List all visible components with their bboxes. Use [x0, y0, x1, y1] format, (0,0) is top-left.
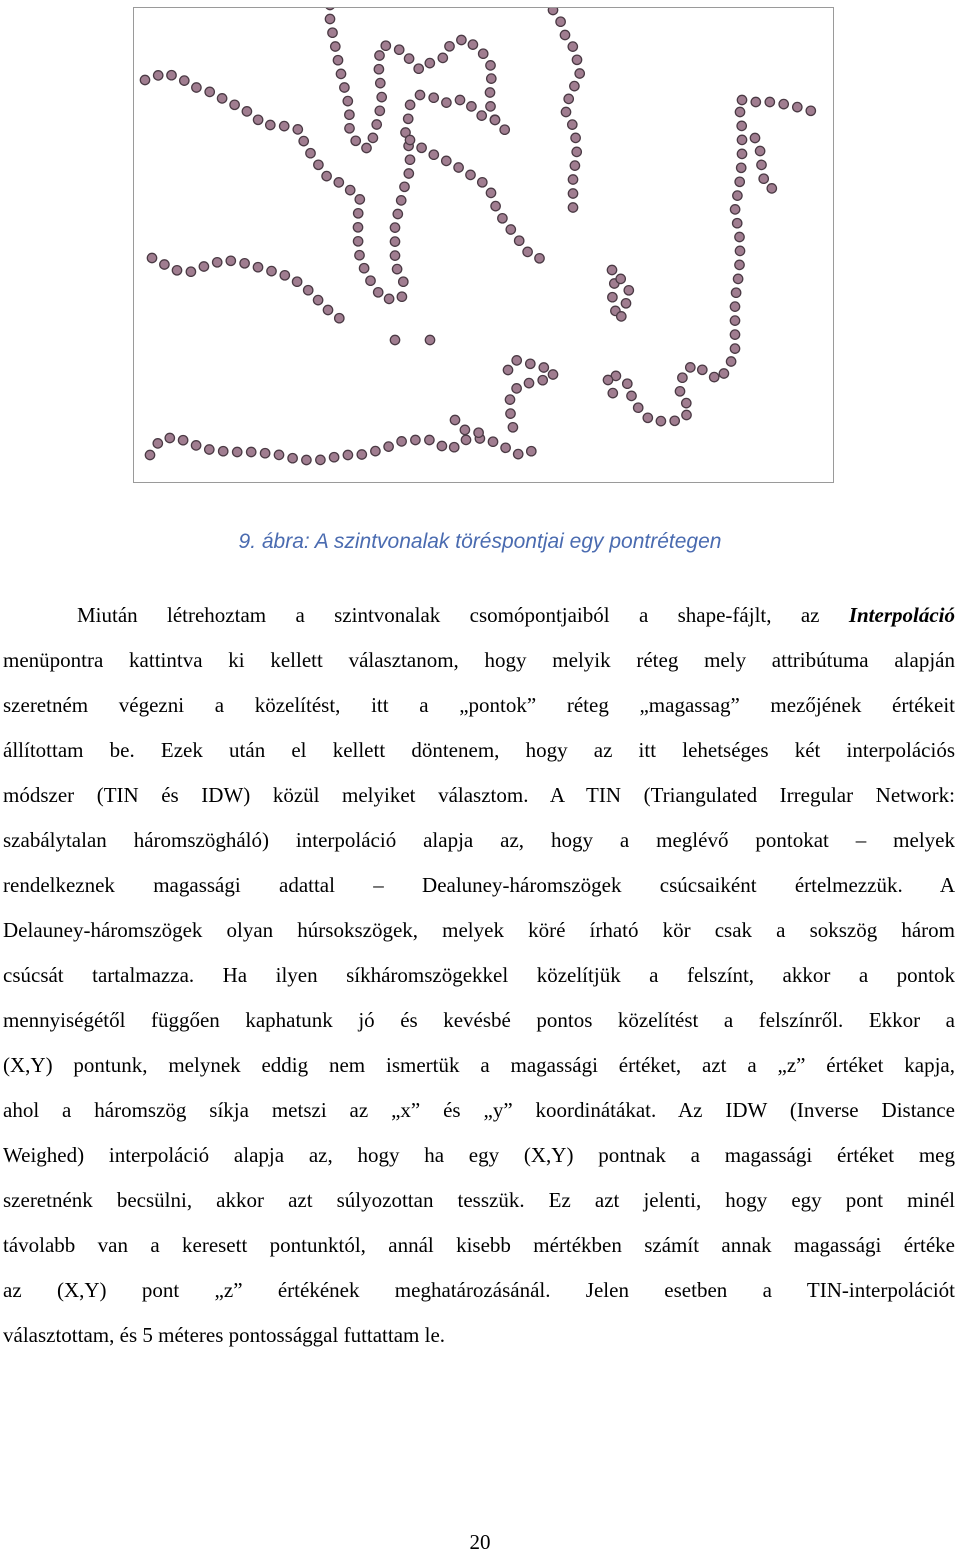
- contour-break-point: [442, 98, 451, 107]
- contour-break-point: [568, 42, 577, 51]
- contour-break-point: [288, 454, 297, 463]
- contour-break-point: [491, 201, 500, 210]
- contour-break-point: [314, 160, 323, 169]
- contour-break-point: [675, 387, 684, 396]
- contour-break-point: [425, 335, 434, 344]
- contour-break-point: [325, 8, 334, 10]
- paragraph-line: menüpontra kattintva ki kellett választanom, hogy melyik réteg mely attribútuma alapján: [3, 648, 955, 672]
- contour-break-point: [329, 453, 338, 462]
- contour-break-point: [479, 49, 488, 58]
- contour-break-point: [759, 174, 768, 183]
- contour-break-point: [508, 423, 517, 432]
- contour-break-point: [397, 292, 406, 301]
- contour-break-point: [515, 236, 524, 245]
- contour-break-point: [167, 71, 176, 80]
- contour-break-point: [570, 161, 579, 170]
- contour-break-point: [450, 443, 459, 452]
- contour-break-point: [750, 133, 759, 142]
- contour-break-point: [500, 125, 509, 134]
- contour-break-point: [397, 437, 406, 446]
- contour-break-point: [205, 445, 214, 454]
- contour-break-point: [393, 209, 402, 218]
- contour-break-point: [608, 293, 617, 302]
- contour-break-point: [526, 359, 535, 368]
- contour-break-point: [392, 264, 401, 273]
- contour-break-point: [442, 156, 451, 165]
- contour-break-point: [735, 107, 744, 116]
- contour-break-point: [568, 175, 577, 184]
- contour-break-point: [425, 435, 434, 444]
- contour-break-point: [512, 356, 521, 365]
- contour-break-point: [617, 312, 626, 321]
- contour-break-point: [506, 409, 515, 418]
- contour-break-point: [603, 375, 612, 384]
- contour-break-point: [779, 99, 788, 108]
- contour-break-point: [260, 449, 269, 458]
- paragraph-line: Weighed) interpoláció alapja az, hogy ha egy (X,Y) pontnak a magassági értéket meg: [3, 1143, 955, 1167]
- contour-break-point: [267, 266, 276, 275]
- contour-break-point: [457, 35, 466, 44]
- contour-break-point: [313, 295, 322, 304]
- paragraph-line-text: Miután létrehoztam a szintvonalak csomópontjaiból a shape-fájlt, az: [77, 603, 849, 627]
- contour-break-point: [561, 107, 570, 116]
- contour-break-point: [390, 251, 399, 260]
- contour-break-point: [737, 95, 746, 104]
- contour-break-point: [213, 258, 222, 267]
- contour-break-point: [293, 125, 302, 134]
- contour-break-point: [570, 81, 579, 90]
- contour-break-point: [340, 83, 349, 92]
- contour-break-point: [737, 121, 746, 130]
- contour-break-point: [735, 232, 744, 241]
- paragraph-line: csúcsát tartalmazza. Ha ilyen síkháromszögekkel közelítjük a felszínt, akkor a pontok: [3, 963, 955, 987]
- paragraph-line: (X,Y) pontunk, melynek eddig nem ismertük a magassági értéket, azt a „z” értéket kapja,: [3, 1053, 955, 1077]
- contour-break-point: [737, 163, 746, 172]
- contour-break-point: [374, 288, 383, 297]
- contour-break-point: [535, 254, 544, 263]
- figure-caption: 9. ábra: A szintvonalak töréspontjai egy pontrétegen: [238, 530, 722, 553]
- contour-break-point: [656, 416, 665, 425]
- contour-break-point: [468, 40, 477, 49]
- contour-break-point: [292, 277, 301, 286]
- contour-break-point: [325, 14, 334, 23]
- contour-break-point: [247, 447, 256, 456]
- contour-break-point: [730, 344, 739, 353]
- contour-break-point: [503, 365, 512, 374]
- contour-break-point: [487, 74, 496, 83]
- contour-break-point: [375, 51, 384, 60]
- contour-break-point: [757, 160, 766, 169]
- contour-break-point: [568, 120, 577, 129]
- contour-break-point: [467, 102, 476, 111]
- paragraph-line: szabálytalan háromszögháló) interpoláció alapja az, hogy a meglévő pontokat – melyek: [3, 828, 955, 852]
- contour-break-point: [230, 100, 239, 109]
- contour-break-point: [371, 446, 380, 455]
- contour-break-point: [333, 56, 342, 65]
- contour-break-point: [548, 8, 557, 15]
- contour-break-point: [366, 276, 375, 285]
- contour-break-point: [242, 107, 251, 116]
- contour-break-point: [445, 42, 454, 51]
- contour-break-point: [477, 111, 486, 120]
- contour-break-point: [355, 195, 364, 204]
- contour-break-point: [384, 294, 393, 303]
- contour-break-point: [539, 363, 548, 372]
- contour-break-point: [180, 76, 189, 85]
- contour-break-point: [501, 443, 510, 452]
- contour-break-point: [438, 53, 447, 62]
- contour-break-point: [461, 435, 470, 444]
- contour-break-point: [733, 191, 742, 200]
- contour-break-point: [523, 247, 532, 256]
- contour-break-point: [488, 437, 497, 446]
- contour-break-point: [733, 219, 742, 228]
- contour-break-point: [730, 302, 739, 311]
- contour-break-point: [199, 262, 208, 271]
- contour-break-point: [505, 395, 514, 404]
- paragraph-line: szeretném végezni a közelítést, itt a „pontok” réteg „magassag” mezőjének értékeit: [3, 693, 955, 717]
- contour-break-point: [145, 450, 154, 459]
- contour-break-point: [266, 120, 275, 129]
- contour-break-point: [490, 115, 499, 124]
- body-paragraph: [3, 593, 955, 1358]
- contour-break-point: [377, 92, 386, 101]
- contour-break-point: [372, 120, 381, 129]
- contour-break-point: [390, 237, 399, 246]
- contour-break-point: [616, 274, 625, 283]
- contour-break-point: [415, 90, 424, 99]
- contour-break-point: [233, 447, 242, 456]
- contour-break-point: [154, 71, 163, 80]
- contour-break-point: [323, 305, 332, 314]
- contour-break-point: [368, 133, 377, 142]
- contour-break-point: [571, 133, 580, 142]
- contour-break-point: [381, 41, 390, 50]
- contour-break-point: [390, 335, 399, 344]
- contour-break-point: [735, 246, 744, 255]
- contour-break-point: [160, 260, 169, 269]
- contour-break-point: [568, 203, 577, 212]
- contour-break-point: [686, 363, 695, 372]
- contour-break-point: [527, 447, 536, 456]
- contour-break-point: [299, 136, 308, 145]
- paragraph-line: módszer (TIN és IDW) közül melyiket választom. A TIN (Triangulated Irregular Network:: [3, 783, 955, 807]
- contour-break-point: [670, 416, 679, 425]
- paragraph-line: rendelkeznek magassági adattal – Dealuney-háromszögek csúcsaiként értelmezzük. A: [3, 873, 955, 897]
- contour-break-point: [560, 30, 569, 39]
- contour-break-point: [793, 102, 802, 111]
- point-layer-plot: [134, 8, 833, 482]
- contour-break-point: [172, 266, 181, 275]
- contour-break-point: [390, 223, 399, 232]
- contour-break-point: [346, 185, 355, 194]
- contour-break-point: [334, 178, 343, 187]
- contour-break-point: [345, 110, 354, 119]
- contour-break-point: [623, 379, 632, 388]
- contour-break-point: [765, 97, 774, 106]
- page-number: 20: [469, 1530, 491, 1554]
- contour-break-point: [306, 149, 315, 158]
- contour-break-point: [572, 55, 581, 64]
- contour-break-point: [454, 163, 463, 172]
- contour-break-point: [506, 225, 515, 234]
- contour-break-point: [357, 450, 366, 459]
- contour-break-point: [191, 441, 200, 450]
- contour-break-point: [556, 17, 565, 26]
- paragraph-line: választottam, és 5 méteres pontossággal futtattam le.: [3, 1323, 446, 1347]
- contour-break-point: [737, 149, 746, 158]
- contour-break-point: [719, 369, 728, 378]
- contour-break-point: [643, 413, 652, 422]
- contour-break-point: [186, 267, 195, 276]
- contour-break-point: [240, 259, 249, 268]
- contour-break-point: [733, 274, 742, 283]
- contour-break-point: [335, 314, 344, 323]
- contour-break-point: [280, 121, 289, 130]
- contour-break-point: [304, 286, 313, 295]
- contour-break-point: [316, 455, 325, 464]
- contour-break-point: [478, 178, 487, 187]
- contour-break-point: [460, 425, 469, 434]
- contour-points-map: [133, 7, 834, 483]
- contour-break-point: [608, 388, 617, 397]
- contour-break-point: [359, 264, 368, 273]
- contour-break-point: [735, 177, 744, 186]
- contour-break-point: [362, 143, 371, 152]
- contour-break-point: [376, 78, 385, 87]
- contour-break-point: [425, 58, 434, 67]
- contour-break-point: [399, 277, 408, 286]
- contour-break-point: [751, 97, 760, 106]
- contour-break-point: [486, 61, 495, 70]
- contour-break-point: [607, 265, 616, 274]
- paragraph-line: távolabb van a keresett pontunktól, annál kisebb mértékben számít annak magassági értéke: [3, 1233, 955, 1257]
- contour-break-point: [455, 95, 464, 104]
- contour-break-point: [575, 69, 584, 78]
- contour-break-point: [730, 316, 739, 325]
- contour-break-point: [726, 357, 735, 366]
- contour-break-point: [698, 365, 707, 374]
- contour-break-point: [627, 391, 636, 400]
- contour-break-point: [140, 75, 149, 84]
- contour-break-point: [404, 54, 413, 63]
- contour-break-point: [192, 83, 201, 92]
- contour-break-point: [153, 439, 162, 448]
- contour-break-point: [417, 143, 426, 152]
- contour-break-point: [737, 135, 746, 144]
- contour-break-point: [755, 146, 764, 155]
- contour-break-point: [205, 87, 214, 96]
- contour-break-point: [414, 64, 423, 73]
- contour-break-point: [466, 170, 475, 179]
- contour-break-point: [343, 96, 352, 105]
- contour-break-point: [437, 441, 446, 450]
- contour-break-point: [280, 271, 289, 280]
- contour-break-point: [217, 94, 226, 103]
- paragraph-line: mennyiségétől függően kaphatunk jó és kevésbé pontos közelítést a felszínről. Ekkor a: [3, 1008, 955, 1032]
- contour-break-point: [564, 94, 573, 103]
- contour-break-point: [767, 184, 776, 193]
- contour-break-point: [806, 106, 815, 115]
- contour-break-point: [730, 330, 739, 339]
- contour-break-point: [568, 189, 577, 198]
- contour-break-point: [514, 449, 523, 458]
- contour-break-point: [322, 171, 331, 180]
- contour-break-point: [343, 450, 352, 459]
- paragraph-line: állítottam be. Ezek után el kellett döntenem, hogy az itt lehetséges két interpolációs: [3, 738, 955, 762]
- contour-break-point: [429, 150, 438, 159]
- contour-break-point: [735, 260, 744, 269]
- interpolation-menu-emphasis: Interpoláció: [848, 603, 955, 627]
- contour-break-point: [682, 398, 691, 407]
- contour-break-point: [405, 100, 414, 109]
- contour-break-point: [345, 124, 354, 133]
- contour-break-point: [355, 251, 364, 260]
- contour-break-point: [512, 384, 521, 393]
- contour-break-point: [336, 69, 345, 78]
- contour-break-point: [375, 106, 384, 115]
- contour-break-point: [219, 447, 228, 456]
- contour-break-point: [538, 376, 547, 385]
- contour-break-point: [404, 169, 413, 178]
- contour-break-point: [486, 102, 495, 111]
- contour-break-point: [498, 214, 507, 223]
- contour-break-point: [395, 45, 404, 54]
- contour-break-point: [178, 436, 187, 445]
- contour-break-point: [710, 372, 719, 381]
- contour-break-point: [731, 288, 740, 297]
- contour-break-point: [353, 223, 362, 232]
- contour-break-point: [328, 28, 337, 37]
- contour-break-point: [354, 209, 363, 218]
- contour-break-point: [634, 403, 643, 412]
- contour-break-point: [730, 205, 739, 214]
- contour-break-point: [253, 115, 262, 124]
- paragraph-line: az (X,Y) pont „z” értékének meghatározásánál. Jelen esetben a TIN-interpolációt: [3, 1278, 955, 1302]
- contour-break-point: [678, 373, 687, 382]
- contour-break-point: [147, 253, 156, 262]
- contour-break-point: [384, 442, 393, 451]
- contour-break-point: [374, 65, 383, 74]
- contour-break-point: [253, 263, 262, 272]
- paragraph-line: szeretnénk becsülni, akkor azt súlyozottan tesszük. Ez azt jelenti, hogy egy pont minél: [3, 1188, 955, 1212]
- paragraph-line: Delauney-háromszögek olyan húrsokszögek, melyek köré írható kör csak a sokszög három: [3, 918, 955, 942]
- contour-break-point: [274, 450, 283, 459]
- contour-break-point: [400, 182, 409, 191]
- contour-break-point: [621, 299, 630, 308]
- contour-break-point: [548, 370, 557, 379]
- contour-break-point: [302, 455, 311, 464]
- contour-break-point: [165, 433, 174, 442]
- contour-break-point: [351, 136, 360, 145]
- contour-break-point: [485, 88, 494, 97]
- contour-break-point: [682, 410, 691, 419]
- contour-break-point: [331, 42, 340, 51]
- contour-break-point: [353, 237, 362, 246]
- contour-break-point: [572, 147, 581, 156]
- paragraph-line: ahol a háromszög síkja metszi az „x” és „y” koordinátákat. Az IDW (Inverse Distance: [3, 1098, 955, 1122]
- contour-break-point: [405, 135, 414, 144]
- contour-break-point: [524, 378, 533, 387]
- contour-break-point: [429, 93, 438, 102]
- contour-break-point: [397, 196, 406, 205]
- contour-break-point: [624, 286, 633, 295]
- contour-break-point: [411, 435, 420, 444]
- contour-break-point: [486, 188, 495, 197]
- paragraph-line: [3, 593, 955, 638]
- contour-break-point: [474, 428, 483, 437]
- contour-break-point: [404, 114, 413, 123]
- contour-break-point: [226, 256, 235, 265]
- contour-break-point: [450, 415, 459, 424]
- contour-break-point: [405, 155, 414, 164]
